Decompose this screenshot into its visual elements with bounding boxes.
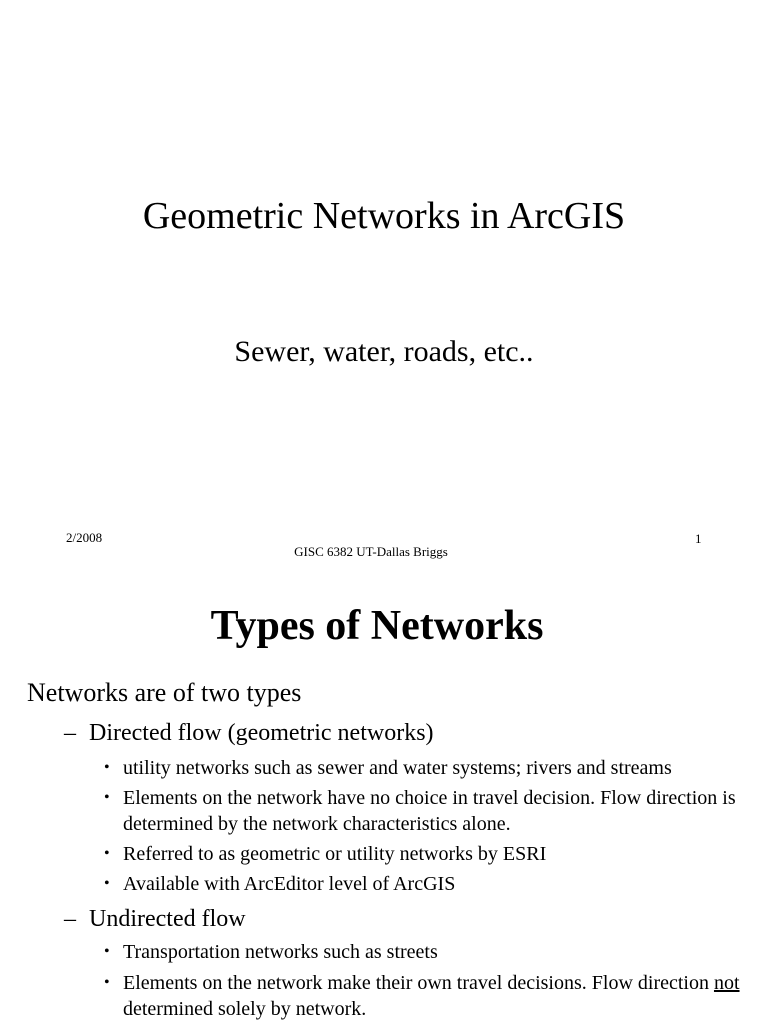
bullet-text: Elements on the network have no choice in travel decision. Flow direction is determined by the network characteristics alone. — [123, 787, 736, 835]
dash-marker: – — [64, 720, 76, 746]
footer-course: GISC 6382 UT-Dallas Briggs — [294, 544, 448, 559]
list-item — [104, 939, 744, 965]
undirected-flow-label: Undirected flow — [89, 906, 246, 932]
undirected-flow-heading — [64, 905, 246, 933]
directed-flow-label: Directed flow (geometric networks) — [89, 720, 434, 746]
list-item — [104, 970, 744, 1022]
slide-2-title: Types of Networks — [210, 603, 544, 649]
list-item — [104, 841, 744, 867]
bullet-text — [123, 970, 744, 1022]
bullet-text: Available with ArcEditor level of ArcGIS — [123, 873, 456, 895]
footer-date: 2/2008 — [66, 530, 103, 545]
bullet-icon: • — [104, 759, 110, 776]
bullet-icon: • — [104, 789, 110, 806]
bullet-icon: • — [104, 974, 110, 991]
bullet-text: Transportation networks such as streets — [123, 941, 438, 963]
bullet-text-part: Elements on the network make their own travel decisions. Flow direction — [123, 972, 714, 994]
slide-1-title: Geometric Networks in ArcGIS — [142, 195, 626, 237]
emphasis-underlined: not — [713, 972, 740, 994]
footer-page-number: 1 — [695, 531, 702, 546]
list-item — [104, 785, 744, 837]
intro-line: Networks are of two types — [27, 678, 302, 707]
bullet-icon: • — [104, 875, 110, 892]
bullet-text: Referred to as geometric or utility networks by ESRI — [123, 843, 547, 865]
list-item — [104, 871, 744, 897]
list-item — [104, 755, 744, 781]
bullet-icon: • — [104, 943, 110, 960]
dash-marker: – — [64, 906, 76, 932]
slide-1-subtitle: Sewer, water, roads, etc.. — [234, 335, 534, 368]
bullet-text-part: determined solely by network. — [123, 998, 367, 1020]
bullet-text: utility networks such as sewer and water systems; rivers and streams — [123, 757, 672, 779]
slide-2 — [0, 570, 768, 1024]
directed-flow-heading — [64, 719, 434, 747]
bullet-icon: • — [104, 845, 110, 862]
